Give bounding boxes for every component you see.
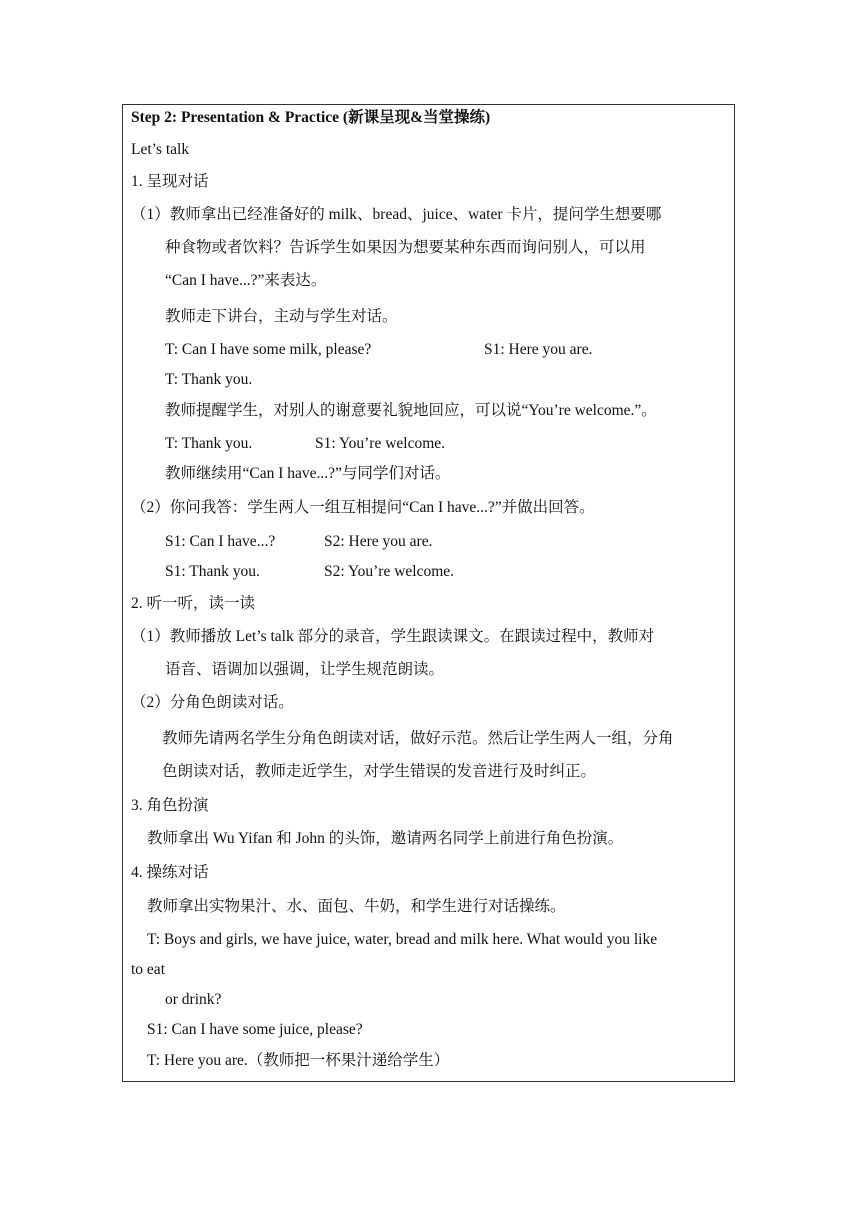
- paragraph-line: 色朗读对话，教师走近学生，对学生错误的发音进行及时纠正。: [162, 763, 597, 780]
- paragraph-line: 教师拿出实物果汁、水、面包、牛奶，和学生进行对话操练。: [147, 898, 566, 915]
- dialogue-student: S1: Here you are.: [484, 341, 593, 358]
- paragraph-line: （2）分角色朗读对话。: [131, 694, 294, 711]
- dialogue-student: S2: Here you are.: [324, 533, 433, 550]
- paragraph-line: （1）教师播放 Let’s talk 部分的录音，学生跟读课文。在跟读过程中，教师对: [131, 628, 655, 645]
- paragraph-line: （1）教师拿出已经准备好的 milk、bread、juice、water 卡片，提问学生想要哪: [131, 206, 662, 223]
- paragraph-line: 教师走下讲台，主动与学生对话。: [165, 308, 398, 325]
- paragraph-line: “Can I have...?”来表达。: [165, 272, 327, 289]
- heading-3: 3. 角色扮演: [131, 797, 209, 814]
- paragraph-line: 种食物或者饮料？告诉学生如果因为想要某种东西而询问别人，可以用: [165, 239, 646, 256]
- dialogue-student: S2: You’re welcome.: [324, 563, 455, 580]
- section-title: Let’s talk: [131, 141, 190, 158]
- step-heading: Step 2: Presentation & Practice (新课呈现&当堂操练): [131, 109, 491, 126]
- dialogue-teacher: or drink?: [165, 991, 222, 1008]
- heading-1: 1. 呈现对话: [131, 173, 209, 190]
- dialogue-student: S1: Can I have some juice, please?: [147, 1021, 363, 1038]
- dialogue-teacher: to eat: [131, 961, 165, 978]
- dialogue-teacher: T: Thank you.: [165, 435, 253, 452]
- dialogue-teacher: T: Boys and girls, we have juice, water, bread and milk here. What would you like: [147, 931, 658, 948]
- dialogue-teacher: T: Thank you.: [165, 371, 253, 388]
- heading-4: 4. 操练对话: [131, 864, 209, 881]
- dialogue-teacher: T: Can I have some milk, please?: [165, 341, 372, 358]
- paragraph-line: 教师提醒学生，对别人的谢意要礼貌地回应，可以说“You’re welcome.”。: [165, 402, 657, 419]
- dialogue-teacher: T: Here you are.（教师把一杯果汁递给学生）: [147, 1052, 450, 1069]
- paragraph-line: （2）你问我答：学生两人一组互相提问“Can I have...?”并做出回答。: [131, 499, 595, 516]
- heading-2: 2. 听一听，读一读: [131, 595, 256, 612]
- dialogue-student: S1: Can I have...?: [165, 533, 276, 550]
- paragraph-line: 教师继续用“Can I have...?”与同学们对话。: [165, 465, 451, 482]
- paragraph-line: 教师拿出 Wu Yifan 和 John 的头饰，邀请两名同学上前进行角色扮演。: [147, 830, 624, 847]
- dialogue-student: S1: Thank you.: [165, 563, 260, 580]
- dialogue-student: S1: You’re welcome.: [315, 435, 446, 452]
- paragraph-line: 教师先请两名学生分角色朗读对话，做好示范。然后让学生两人一组，分角: [162, 730, 674, 747]
- paragraph-line: 语音、语调加以强调，让学生规范朗读。: [165, 661, 445, 678]
